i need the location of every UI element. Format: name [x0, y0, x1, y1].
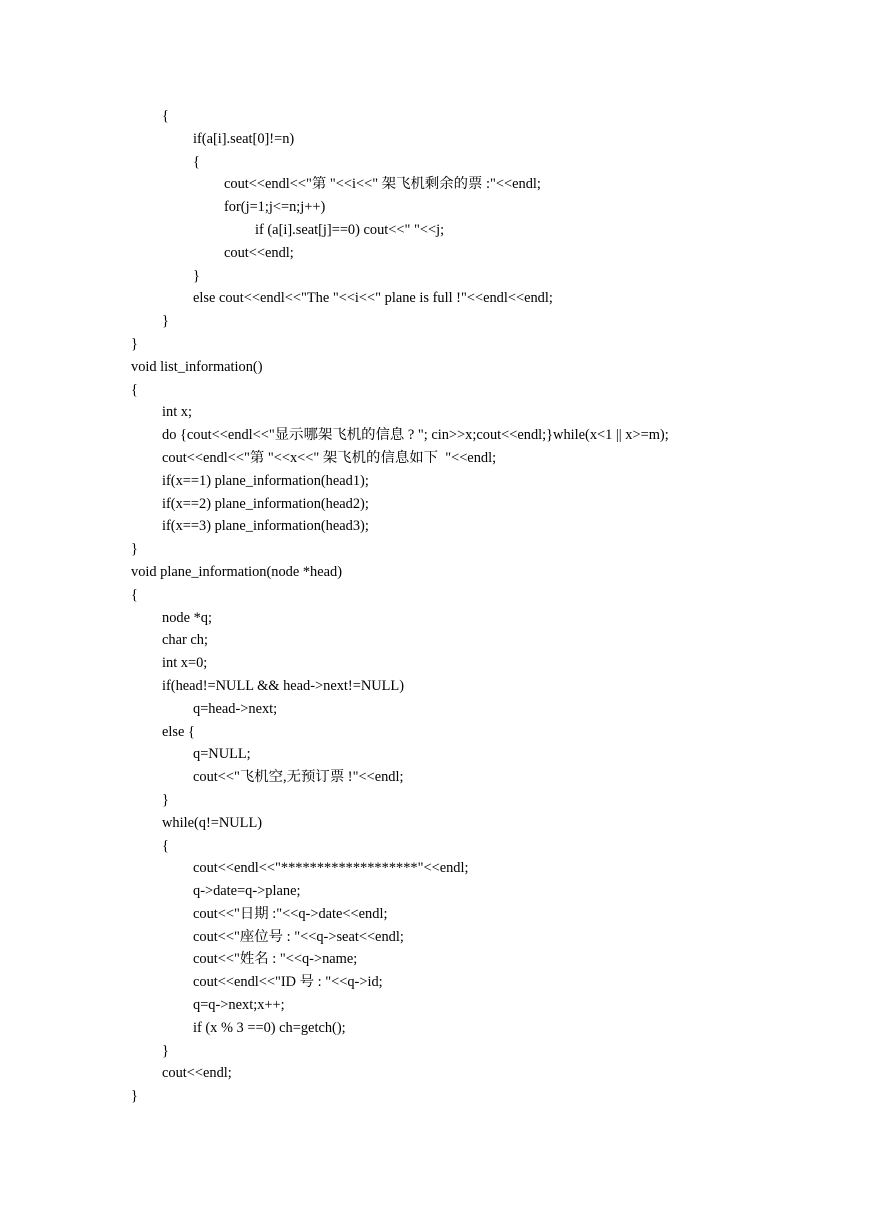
- code-line: {: [131, 586, 138, 603]
- code-line: for(j=1;j<=n;j++): [224, 199, 326, 216]
- code-line: void plane_information(node *head): [131, 563, 342, 580]
- code-line: q=NULL;: [193, 746, 251, 763]
- code-line: {: [193, 153, 200, 170]
- code-line: char ch;: [162, 632, 208, 649]
- code-line: cout<<endl;: [224, 244, 294, 261]
- code-line: cout<<endl<<"第 "<<i<<" 架飞机剩余的票 :"<<endl;: [224, 176, 541, 193]
- code-line: if(a[i].seat[0]!=n): [193, 130, 295, 147]
- code-line: {: [162, 837, 169, 854]
- code-line: }: [131, 335, 138, 352]
- code-line: else {: [162, 723, 195, 740]
- code-line: void list_information(): [131, 358, 263, 375]
- code-line: if(head!=NULL && head->next!=NULL): [162, 677, 404, 694]
- code-line: q->date=q->plane;: [193, 883, 301, 900]
- code-line: int x=0;: [162, 655, 208, 672]
- code-line: q=head->next;: [193, 700, 278, 717]
- code-listing: [131, 105, 669, 1108]
- code-line: cout<<endl<<"第 "<<x<<" 架飞机的信息如下 "<<endl;: [162, 449, 497, 466]
- code-line: if(x==1) plane_information(head1);: [162, 472, 369, 489]
- code-line: if (a[i].seat[j]==0) cout<<" "<<j;: [255, 221, 445, 238]
- code-line: }: [131, 1088, 138, 1105]
- code-line: q=q->next;x++;: [193, 997, 285, 1014]
- code-line: cout<<endl<<"*******************"<<endl;: [193, 860, 469, 877]
- code-line: cout<<"座位号 : "<<q->seat<<endl;: [193, 928, 404, 945]
- code-line: cout<<endl;: [162, 1065, 232, 1082]
- code-line: }: [131, 541, 138, 558]
- code-line: cout<<endl<<"ID 号 : "<<q->id;: [193, 974, 383, 991]
- code-line: else cout<<endl<<"The "<<i<<" plane is full !"<<endl<<endl;: [193, 290, 553, 307]
- code-line: }: [193, 267, 200, 284]
- code-line: if (x % 3 ==0) ch=getch();: [193, 1019, 346, 1036]
- code-line: cout<<"姓名 : "<<q->name;: [193, 951, 358, 968]
- code-line: {: [162, 108, 169, 124]
- code-line: while(q!=NULL): [162, 814, 263, 831]
- code-line: do {cout<<endl<<"显示哪架飞机的信息 ? "; cin>>x;cout<<endl;}while(x<1 || x>=m);: [162, 427, 669, 444]
- code-line: if(x==3) plane_information(head3);: [162, 518, 369, 535]
- code-line: cout<<"日期 :"<<q->date<<endl;: [193, 905, 388, 922]
- code-line: cout<<"飞机空,无预订票 !"<<endl;: [193, 769, 404, 786]
- code-line: if(x==2) plane_information(head2);: [162, 495, 369, 512]
- code-line: }: [162, 791, 169, 808]
- code-line: }: [162, 1042, 169, 1059]
- code-line: {: [131, 381, 138, 398]
- code-line: node *q;: [162, 609, 212, 626]
- code-line: int x;: [162, 404, 192, 421]
- code-line: }: [162, 313, 169, 330]
